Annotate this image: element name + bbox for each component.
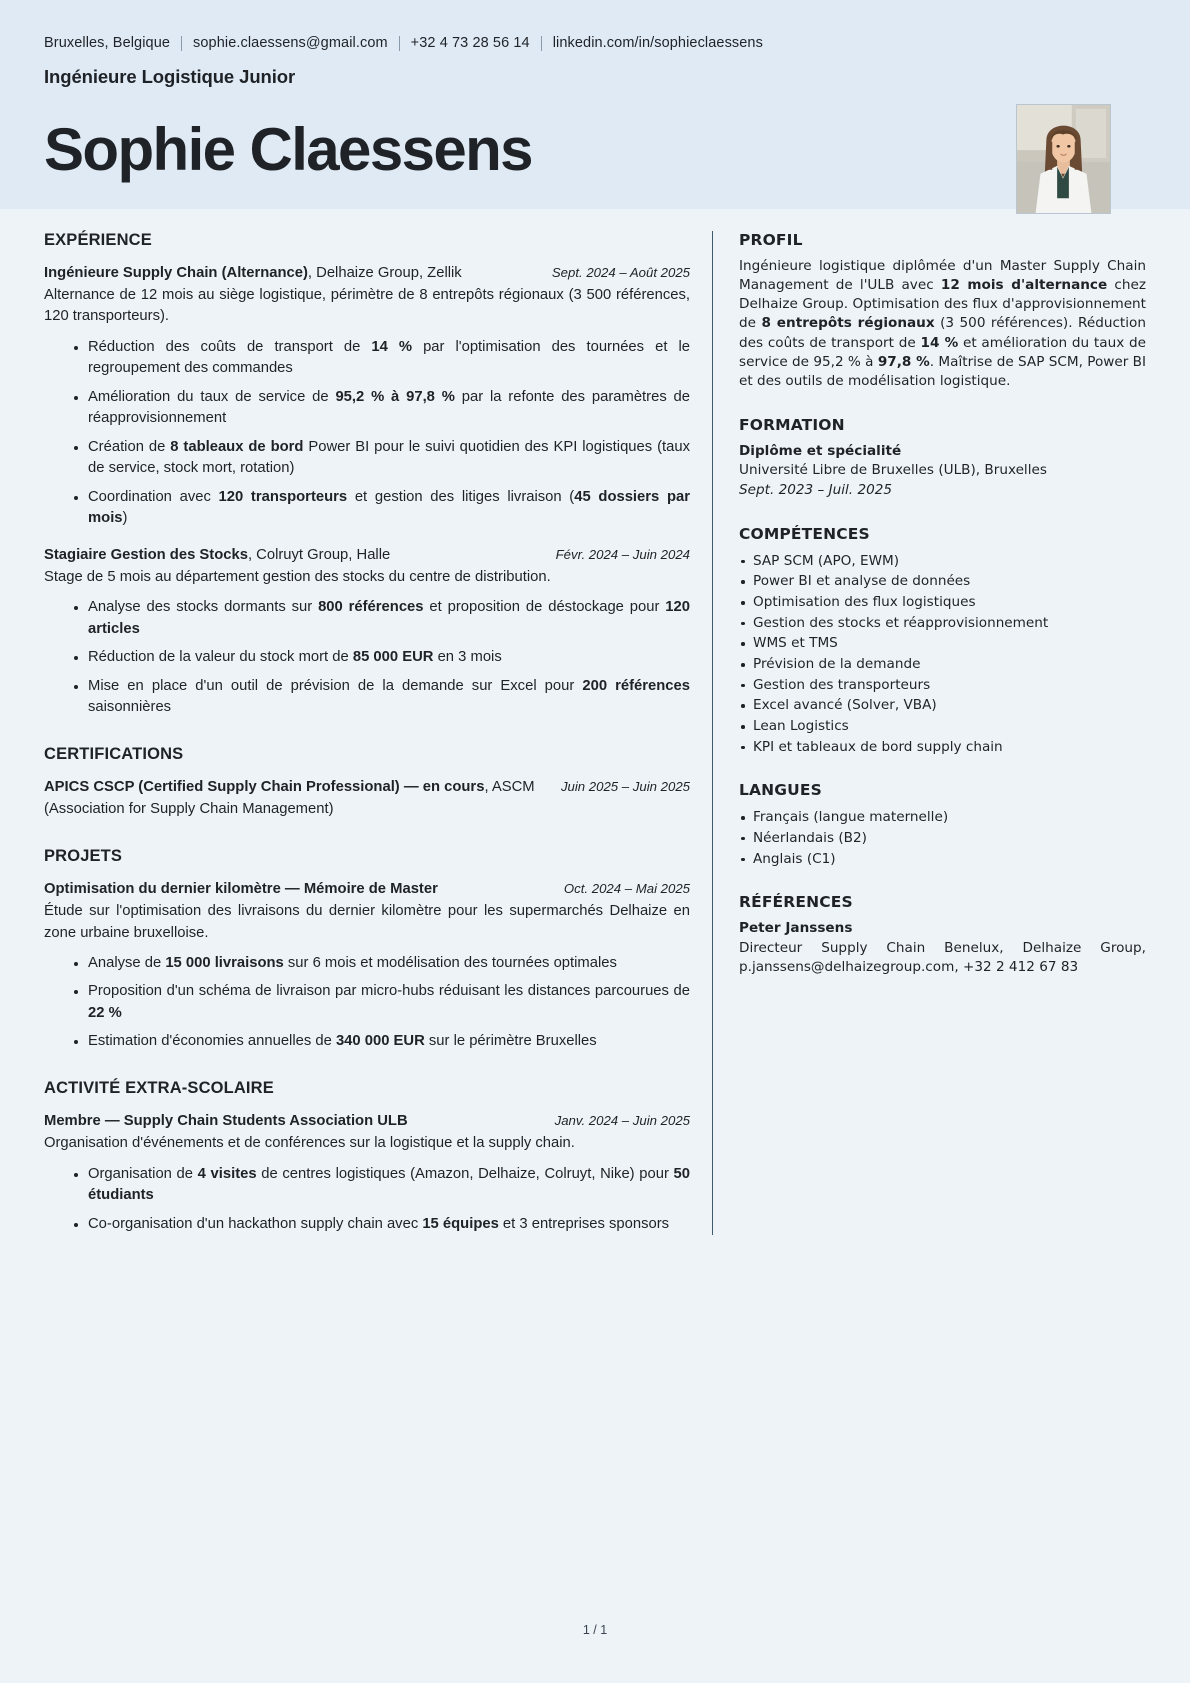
education-date: Sept. 2023 – Juil. 2025: [739, 482, 893, 499]
candidate-name: Sophie Claessens: [44, 115, 532, 183]
emphasis-text: 15 équipes: [422, 1215, 499, 1232]
section-title-certifications: CERTIFICATIONS: [44, 744, 184, 763]
emphasis-text: 14 %: [371, 338, 413, 355]
emphasis-text: 200 références: [582, 677, 690, 694]
bullet-item: [74, 487, 690, 530]
emphasis-text: 95,2 % à 97,8 %: [335, 388, 455, 405]
emphasis-text: 85 000 EUR: [352, 649, 434, 666]
plain-text: Mise en place d'un outil de prévision de la demande sur Excel pour: [88, 677, 583, 694]
entry-description: Organisation d'événements et de conférences sur la logistique et la supply chain.: [44, 1135, 575, 1152]
emphasis-text: 120 transporteurs: [218, 488, 348, 505]
plain-text: et proposition de déstockage pour: [423, 599, 666, 616]
extracurricular-entry: [44, 1111, 690, 1235]
emphasis-text: 120 articles: [88, 599, 690, 637]
resume-header: [0, 0, 1190, 209]
list-item: Français (langue maternelle): [739, 807, 1146, 828]
plain-text: par l'optimisation des tournées et le regroupement des commandes: [88, 338, 690, 377]
education-school: Université Libre de Bruxelles (ULB), Bruxelles: [739, 462, 1047, 479]
entry-date: Janv. 2024 – Juin 2025: [554, 1112, 690, 1128]
bullet-item: [74, 647, 690, 668]
entry-title: [44, 263, 462, 284]
profile-text: [739, 257, 1146, 392]
emphasis-text: 45 dossiers par mois: [88, 488, 690, 527]
list-item: WMS et TMS: [739, 633, 1146, 654]
plain-text: ): [122, 510, 128, 527]
entry-role: Optimisation du dernier kilomètre — Mémoire de Master: [44, 880, 438, 897]
plain-text: sur le périmètre Bruxelles: [424, 1033, 597, 1050]
entry-role: Stagiaire Gestion des Stocks: [44, 546, 248, 563]
list-item: Optimisation des flux logistiques: [739, 592, 1146, 613]
list-item: Excel avancé (Solver, VBA): [739, 695, 1146, 716]
emphasis-text: 50 étudiants: [88, 1165, 690, 1204]
list-item: Lean Logistics: [739, 716, 1146, 737]
bullet-item: [74, 676, 690, 719]
entry-bullets: [44, 597, 690, 718]
reference-name: Peter Janssens: [739, 920, 853, 937]
emphasis-text: 15 000 livraisons: [165, 954, 284, 971]
entry-company: , ASCM: [484, 778, 535, 795]
contact-line: [44, 34, 1146, 54]
list-item: SAP SCM (APO, EWM): [739, 551, 1146, 572]
languages-list: [739, 807, 1146, 869]
section-experience: [44, 231, 690, 719]
section-title-experience: EXPÉRIENCE: [44, 230, 152, 249]
bullet-item: [74, 1214, 690, 1235]
avatar: [1016, 104, 1111, 214]
resume-body: [0, 209, 1190, 1236]
section-title-references: RÉFÉRENCES: [739, 893, 853, 912]
entry-role: Ingénieure Supply Chain (Alternance): [44, 264, 308, 281]
contact-phone[interactable]: +32 4 73 28 56 14: [410, 35, 530, 51]
skills-list: [739, 551, 1146, 758]
emphasis-text: 4 visites: [197, 1165, 257, 1182]
entry-date: Juin 2025 – Juin 2025: [560, 778, 690, 794]
education-degree: Diplôme et spécialité: [739, 442, 902, 459]
plain-text: et gestion des litiges livraison (: [347, 488, 575, 505]
emphasis-text: 22 %: [88, 1004, 122, 1021]
entry-title: [44, 879, 438, 900]
reference-details: Directeur Supply Chain Benelux, Delhaize Group, p.janssens@delhaizegroup.com, +32 2 412 67 83: [739, 939, 1146, 976]
entry-date: Févr. 2024 – Juin 2024: [555, 546, 690, 562]
bullet-item: [74, 337, 690, 380]
entry-bullets: [44, 953, 690, 1053]
entry-header: [44, 777, 690, 798]
list-item: Power BI et analyse de données: [739, 571, 1146, 592]
plain-text: sur 6 mois et modélisation des tournées optimales: [283, 954, 617, 971]
emphasis-text: 800 références: [318, 599, 424, 616]
side-column: [713, 231, 1146, 978]
contact-email[interactable]: sophie.claessens@gmail.com: [193, 35, 388, 51]
section-certifications: [44, 745, 690, 821]
list-item: Gestion des transporteurs: [739, 675, 1146, 696]
plain-text: Estimation d'économies annuelles de: [88, 1033, 336, 1050]
plain-text: Réduction de la valeur du stock mort de: [88, 649, 353, 666]
entry-header: [44, 263, 690, 284]
entry-title: [44, 1111, 408, 1132]
entry-date: Sept. 2024 – Août 2025: [551, 264, 690, 280]
section-extracurricular: [44, 1079, 690, 1235]
contact-linkedin[interactable]: linkedin.com/in/sophieclaessens: [552, 35, 763, 51]
project-entry: [44, 879, 690, 1053]
bullet-item: [74, 437, 690, 480]
section-title-education: FORMATION: [739, 415, 845, 434]
plain-text: . Maîtrise de SAP SCM, Power BI et des outils de modélisation logistique.: [739, 354, 1146, 390]
emphasis-text: 97,8 %: [877, 354, 930, 371]
plain-text: Power BI pour le suivi quotidien des KPI logistiques (taux de service, stock mort, rotation): [88, 438, 690, 477]
list-item: Gestion des stocks et réapprovisionnement: [739, 613, 1146, 634]
entry-role: APICS CSCP (Certified Supply Chain Professional) — en cours: [44, 778, 485, 795]
list-item: Prévision de la demande: [739, 654, 1146, 675]
plain-text: Coordination avec: [88, 488, 219, 505]
main-column: [44, 231, 712, 1236]
plain-text: Réduction des coûts de transport de: [88, 338, 372, 355]
section-languages: [739, 781, 1146, 869]
bullet-item: [74, 953, 690, 974]
plain-text: saisonnières: [88, 699, 172, 716]
plain-text: et 3 entreprises sponsors: [498, 1215, 670, 1232]
contact-location: Bruxelles, Belgique: [44, 35, 171, 51]
entry-bullets: [44, 1164, 690, 1235]
plain-text: Analyse des stocks dormants sur: [88, 599, 319, 616]
section-skills: [739, 525, 1146, 758]
list-item: KPI et tableaux de bord supply chain: [739, 737, 1146, 758]
plain-text: chez Delhaize Group. Optimisation des flux d'approvisionnement de: [739, 276, 1146, 332]
emphasis-text: 340 000 EUR: [335, 1033, 425, 1050]
contact-separator: [399, 36, 400, 51]
plain-text: et amélioration du taux de service de 95,2 % à: [739, 334, 1147, 371]
section-projects: [44, 847, 690, 1053]
section-title-extracurricular: ACTIVITÉ EXTRA-SCOLAIRE: [44, 1078, 274, 1097]
section-title-skills: COMPÉTENCES: [739, 524, 870, 543]
plain-text: Organisation de: [88, 1165, 198, 1182]
emphasis-text: 14 %: [920, 334, 959, 351]
contact-separator: [181, 36, 182, 51]
entry-role: Membre — Supply Chain Students Association ULB: [44, 1112, 408, 1129]
entry-company: , Colruyt Group, Halle: [247, 546, 391, 563]
portrait-photo-icon: [1017, 105, 1110, 213]
emphasis-text: 12 mois d'alternance: [940, 276, 1108, 293]
entry-title: [44, 777, 535, 798]
experience-entry: [44, 263, 690, 530]
entry-description: Étude sur l'optimisation des livraisons du dernier kilomètre pour les supermarchés Delhaize en zone urbaine bruxelloise.: [44, 903, 690, 941]
entry-header: [44, 1111, 690, 1132]
entry-description: Alternance de 12 mois au siège logistique, périmètre de 8 entrepôts régionaux (3 500 références, 120 transporteurs).: [44, 287, 690, 325]
plain-text: Amélioration du taux de service de: [88, 388, 336, 405]
bullet-item: [74, 1164, 690, 1207]
entry-description: Stage de 5 mois au département gestion des stocks du centre de distribution.: [44, 569, 551, 585]
section-profile: [739, 231, 1146, 392]
emphasis-text: 8 tableaux de bord: [170, 438, 304, 455]
entry-bullets: [44, 337, 690, 530]
section-education: [739, 416, 1146, 501]
entry-title: [44, 545, 390, 566]
entry-description: (Association for Supply Chain Management): [44, 801, 334, 818]
bullet-item: [74, 1031, 690, 1052]
entry-header: [44, 879, 690, 900]
section-title-profile: PROFIL: [739, 230, 803, 249]
plain-text: par la refonte des paramètres de réapprovisionnement: [88, 388, 691, 427]
plain-text: Création de: [88, 438, 171, 455]
bullet-item: [74, 597, 690, 640]
experience-entry: [44, 545, 690, 719]
list-item: Anglais (C1): [739, 849, 1146, 870]
section-title-languages: LANGUES: [739, 781, 822, 800]
entry-date: Oct. 2024 – Mai 2025: [563, 880, 690, 896]
plain-text: Analyse de: [88, 954, 166, 971]
contact-separator: [541, 36, 542, 51]
entry-header: [44, 545, 690, 566]
section-title-projects: PROJETS: [44, 846, 123, 865]
section-references: [739, 893, 1146, 977]
certification-entry: [44, 777, 690, 821]
emphasis-text: 8 entrepôts régionaux: [761, 315, 935, 332]
bullet-item: [74, 387, 690, 430]
entry-company: , Delhaize Group, Zellik: [307, 264, 462, 281]
plain-text: Ingénieure logistique diplômée d'un Master Supply Chain Management de l'ULB avec: [739, 257, 1146, 293]
plain-text: en 3 mois: [433, 649, 502, 666]
bullet-item: [74, 981, 690, 1024]
plain-text: Co-organisation d'un hackathon supply chain avec: [88, 1215, 423, 1232]
job-headline: Ingénieure Logistique Junior: [44, 65, 296, 87]
list-item: Néerlandais (B2): [739, 828, 1146, 849]
plain-text: (3 500 références). Réduction des coûts de transport de: [739, 315, 1146, 351]
page-indicator: 1 / 1: [582, 1623, 608, 1637]
plain-text: de centres logistiques (Amazon, Delhaize, Colruyt, Nike) pour: [256, 1165, 674, 1182]
plain-text: Proposition d'un schéma de livraison par micro-hubs réduisant les distances parcourues de: [88, 983, 690, 1000]
